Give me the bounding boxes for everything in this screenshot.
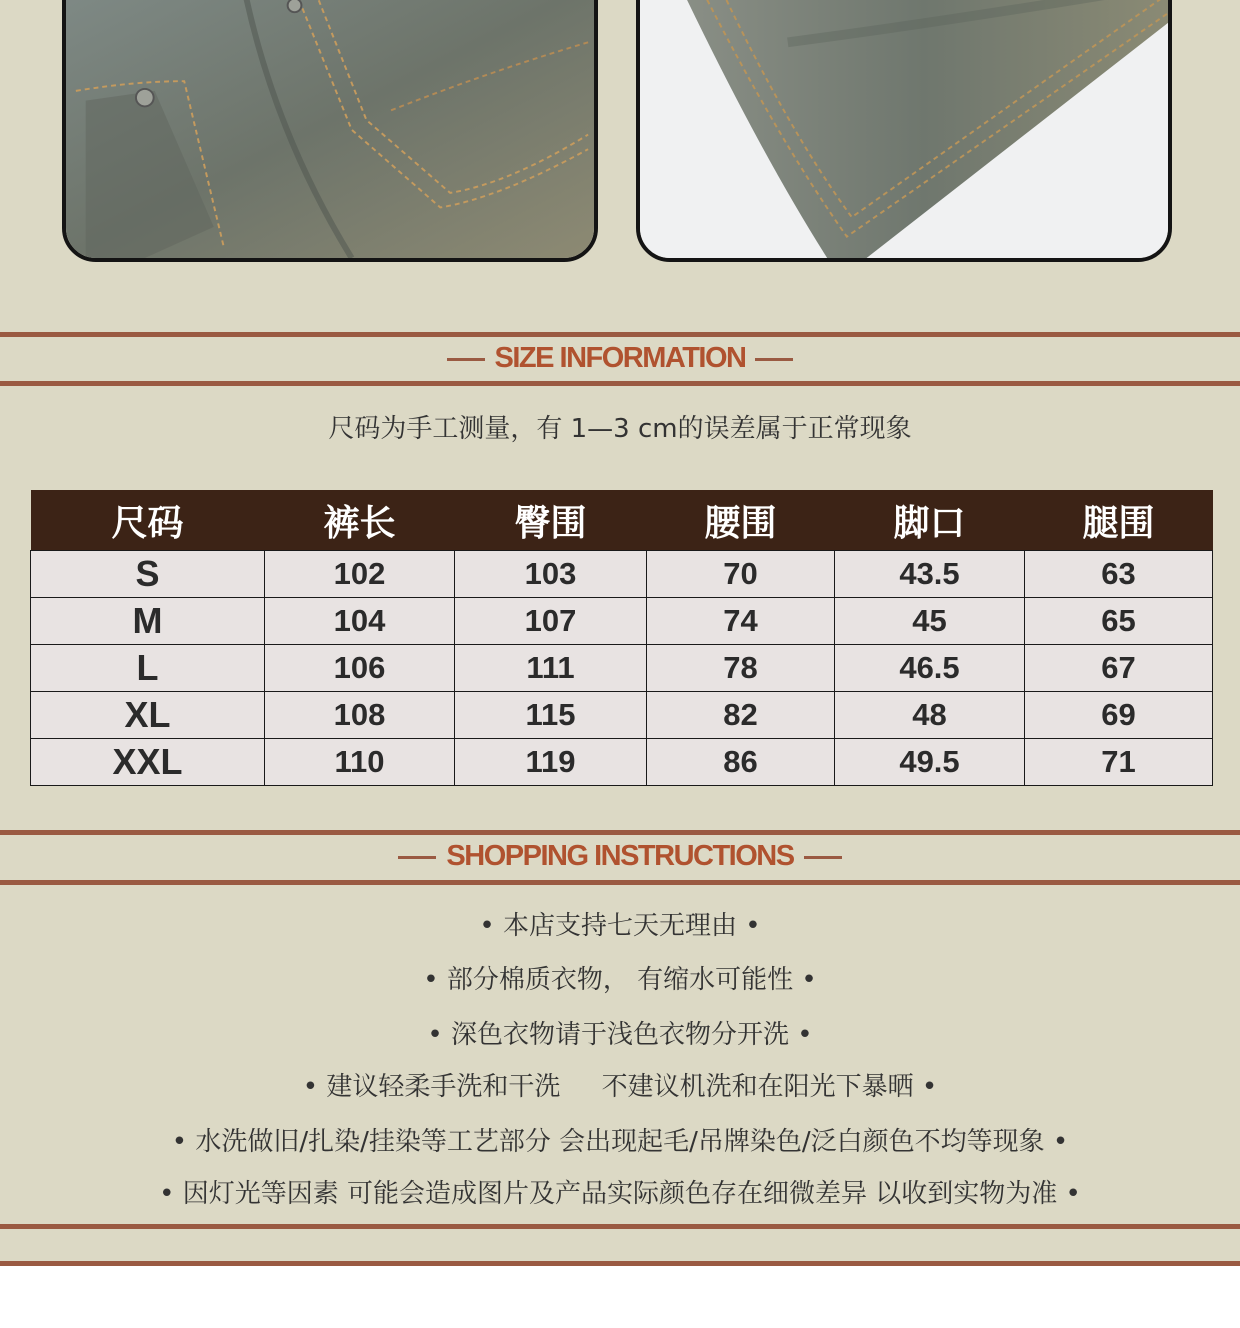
- header-size: 尺码: [31, 490, 265, 551]
- leg-opening-cell: 43.5: [835, 551, 1025, 598]
- header-length: 裤长: [265, 490, 455, 551]
- leg-opening-cell: 48: [835, 692, 1025, 739]
- table-row: [31, 692, 1213, 739]
- header-hip: 臀围: [455, 490, 647, 551]
- table-row: [31, 598, 1213, 645]
- thigh-cell: 67: [1025, 645, 1213, 692]
- hip-cell: 115: [455, 692, 647, 739]
- divider-rule: [0, 1261, 1240, 1266]
- leg-opening-cell: 49.5: [835, 739, 1025, 786]
- size-cell: M: [31, 598, 265, 645]
- waist-cell: 70: [647, 551, 835, 598]
- length-cell: 106: [265, 645, 455, 692]
- length-cell: 108: [265, 692, 455, 739]
- hip-cell: 111: [455, 645, 647, 692]
- length-cell: 102: [265, 551, 455, 598]
- instruction-item: • 深色衣物请于浅色衣物分开洗 •: [427, 1020, 813, 1050]
- divider-rule: [0, 880, 1240, 885]
- size-cell: XL: [31, 692, 265, 739]
- denim-hem-photo: [636, 0, 1172, 262]
- instruction-item: • 部分棉质衣物， 有缩水可能性 •: [423, 965, 817, 995]
- size-chart-header-row: [31, 490, 1213, 551]
- instruction-item: • 因灯光等因素 可能会造成图片及产品实际颜色存在细微差异 以收到实物为准 •: [159, 1179, 1081, 1209]
- hip-cell: 103: [455, 551, 647, 598]
- thigh-cell: 63: [1025, 551, 1213, 598]
- waist-cell: 82: [647, 692, 835, 739]
- divider-rule: [0, 830, 1240, 835]
- hip-cell: 107: [455, 598, 647, 645]
- shopping-instructions-title-text: SHOPPING INSTRUCTIONS: [446, 840, 794, 872]
- header-waist: 腰围: [647, 490, 835, 551]
- length-cell: 104: [265, 598, 455, 645]
- measurement-note: 尺码为手工测量，有 1—3 cm的误差属于正常现象: [328, 414, 912, 444]
- waist-cell: 86: [647, 739, 835, 786]
- thigh-cell: 71: [1025, 739, 1213, 786]
- leg-opening-cell: 45: [835, 598, 1025, 645]
- table-row: [31, 551, 1213, 598]
- title-dash-left: [447, 358, 485, 361]
- table-row: [31, 645, 1213, 692]
- instruction-item: • 水洗做旧/扎染/挂染等工艺部分 会出现起毛/吊牌染色/泛白颜色不均等现象 •: [171, 1127, 1069, 1157]
- size-cell: XXL: [31, 739, 265, 786]
- waist-cell: 78: [647, 645, 835, 692]
- header-thigh: 腿围: [1025, 490, 1213, 551]
- thigh-cell: 65: [1025, 598, 1213, 645]
- hip-cell: 119: [455, 739, 647, 786]
- title-dash-left: [398, 856, 436, 859]
- size-cell: S: [31, 551, 265, 598]
- divider-rule: [0, 1224, 1240, 1229]
- divider-rule: [0, 332, 1240, 337]
- size-chart-table: [30, 490, 1213, 786]
- title-dash-right: [755, 358, 793, 361]
- waist-cell: 74: [647, 598, 835, 645]
- title-dash-right: [804, 856, 842, 859]
- divider-rule: [0, 381, 1240, 386]
- size-info-title: [0, 342, 1240, 375]
- thigh-cell: 69: [1025, 692, 1213, 739]
- size-info-title-text: SIZE INFORMATION: [494, 342, 746, 374]
- instruction-item: • 建议轻柔手洗和干洗 不建议机洗和在阳光下暴晒 •: [302, 1072, 938, 1102]
- leg-opening-cell: 46.5: [835, 645, 1025, 692]
- table-row: [31, 739, 1213, 786]
- denim-pocket-photo: [62, 0, 598, 262]
- shopping-instructions-title: [0, 840, 1240, 873]
- size-cell: L: [31, 645, 265, 692]
- length-cell: 110: [265, 739, 455, 786]
- header-leg-opening: 脚口: [835, 490, 1025, 551]
- instruction-item: • 本店支持七天无理由 •: [479, 911, 761, 941]
